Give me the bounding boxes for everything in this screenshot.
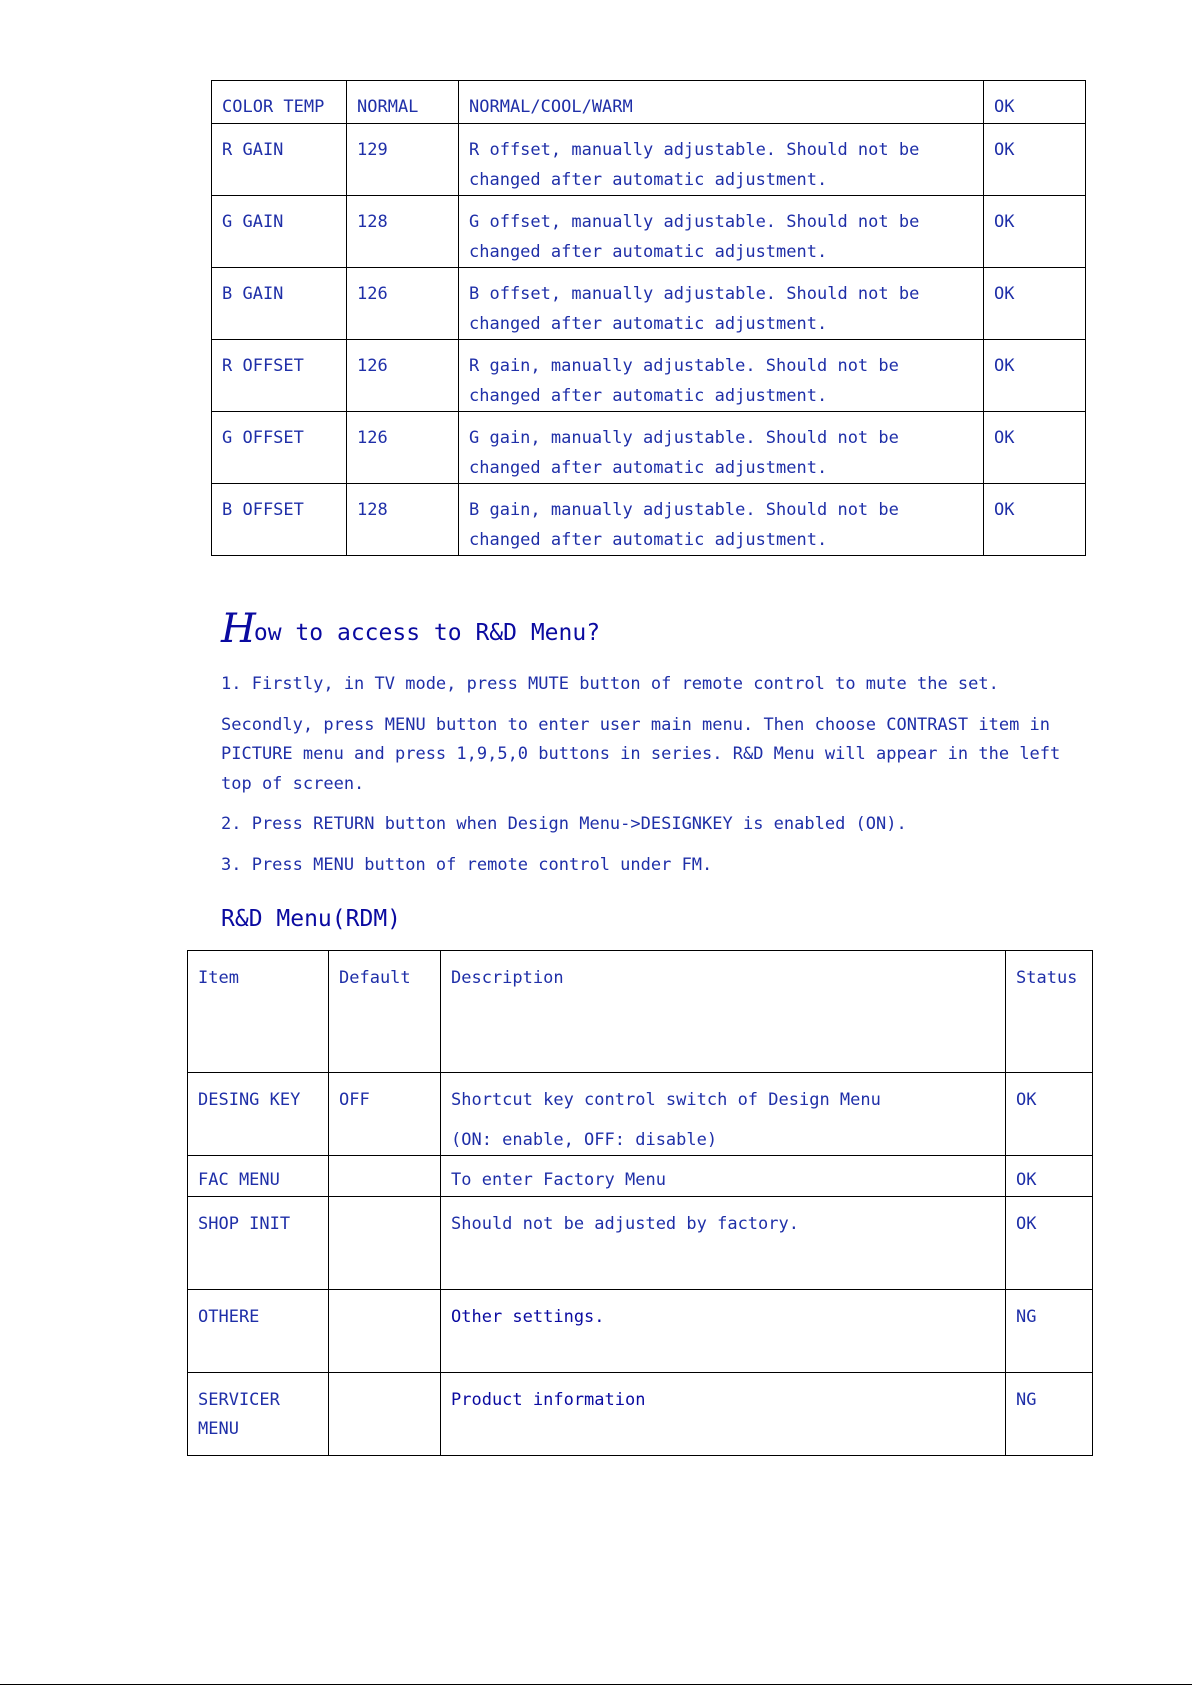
- item-cell: COLOR TEMP: [212, 81, 347, 124]
- status-cell: OK: [984, 124, 1086, 196]
- default-cell: [329, 1156, 441, 1197]
- description-cell: G gain, manually adjustable. Should not be changed after automatic adjustment.: [459, 412, 984, 484]
- table-row: [212, 81, 1086, 124]
- step-2: 2. Press RETURN button when Design Menu->DESIGNKEY is enabled (ON).: [221, 814, 907, 834]
- item-cell: SHOP INIT: [188, 1196, 329, 1289]
- default-cell: [329, 1289, 441, 1372]
- value-cell: 126: [347, 268, 459, 340]
- step-1-continued-line-3: top of screen.: [221, 774, 365, 794]
- value-cell: NORMAL: [347, 81, 459, 124]
- value-cell: 128: [347, 484, 459, 556]
- item-cell: DESING KEY: [188, 1073, 329, 1156]
- item-cell: R OFFSET: [212, 340, 347, 412]
- step-3: 3. Press MENU button of remote control under FM.: [221, 855, 713, 875]
- step-1: 1. Firstly, in TV mode, press MUTE button of remote control to mute the set.: [221, 674, 999, 694]
- status-cell: OK: [1006, 1196, 1093, 1289]
- description-cell: B gain, manually adjustable. Should not be changed after automatic adjustment.: [459, 484, 984, 556]
- description-cell: Should not be adjusted by factory.: [441, 1196, 1006, 1289]
- item-cell: B GAIN: [212, 268, 347, 340]
- step-1-continued-line-1: Secondly, press MENU button to enter user main menu. Then choose CONTRAST item in: [221, 715, 1051, 735]
- table-row: [188, 1156, 1093, 1197]
- status-cell: NG: [1006, 1372, 1093, 1455]
- description-cell: Product information: [441, 1372, 1006, 1455]
- default-cell: OFF: [329, 1073, 441, 1156]
- description-cell: G offset, manually adjustable. Should not be changed after automatic adjustment.: [459, 196, 984, 268]
- description-cell: R offset, manually adjustable. Should not be changed after automatic adjustment.: [459, 124, 984, 196]
- status-cell: OK: [1006, 1073, 1093, 1156]
- header-item: Item: [188, 951, 329, 1073]
- status-cell: OK: [984, 268, 1086, 340]
- status-cell: OK: [1006, 1156, 1093, 1197]
- item-cell: FAC MENU: [188, 1156, 329, 1197]
- table-row: [212, 196, 1086, 268]
- description-cell: Other settings.: [441, 1289, 1006, 1372]
- table-row: [188, 1289, 1093, 1372]
- value-cell: 129: [347, 124, 459, 196]
- header-default: Default: [329, 951, 441, 1073]
- item-cell: B OFFSET: [212, 484, 347, 556]
- description-cell: B offset, manually adjustable. Should not be changed after automatic adjustment.: [459, 268, 984, 340]
- status-cell: OK: [984, 81, 1086, 124]
- heading-initial: H: [221, 606, 250, 652]
- table-row: [212, 124, 1086, 196]
- item-cell: G OFFSET: [212, 412, 347, 484]
- description-cell: R gain, manually adjustable. Should not be changed after automatic adjustment.: [459, 340, 984, 412]
- rdm-table: [187, 950, 1093, 1456]
- description-line-1: Shortcut key control switch of Design Menu: [451, 1090, 881, 1110]
- table-row: [212, 340, 1086, 412]
- default-cell: [329, 1196, 441, 1289]
- color-temp-table: [211, 80, 1086, 556]
- table-row: [188, 1196, 1093, 1289]
- table-row: [212, 484, 1086, 556]
- status-cell: OK: [984, 484, 1086, 556]
- section-heading: [221, 606, 600, 652]
- description-cell: To enter Factory Menu: [441, 1156, 1006, 1197]
- table-row: [188, 1073, 1093, 1156]
- table-row: [212, 412, 1086, 484]
- step-1-continued-line-2: PICTURE menu and press 1,9,5,0 buttons in series. R&D Menu will appear in the left: [221, 744, 1061, 764]
- value-cell: 128: [347, 196, 459, 268]
- default-cell: [329, 1372, 441, 1455]
- header-status: Status: [1006, 951, 1093, 1073]
- item-cell: SERVICER MENU: [188, 1372, 329, 1455]
- status-cell: OK: [984, 196, 1086, 268]
- description-cell: NORMAL/COOL/WARM: [459, 81, 984, 124]
- table-header-row: [188, 951, 1093, 1073]
- rdm-subheading: R&D Menu(RDM): [221, 906, 402, 932]
- table-row: [212, 268, 1086, 340]
- description-line-2: (ON: enable, OFF: disable): [451, 1129, 718, 1150]
- status-cell: OK: [984, 412, 1086, 484]
- description-cell: [441, 1073, 1006, 1156]
- status-cell: NG: [1006, 1289, 1093, 1372]
- item-cell: R GAIN: [212, 124, 347, 196]
- status-cell: OK: [984, 340, 1086, 412]
- item-cell: OTHERE: [188, 1289, 329, 1372]
- item-cell: G GAIN: [212, 196, 347, 268]
- header-description: Description: [441, 951, 1006, 1073]
- value-cell: 126: [347, 412, 459, 484]
- table-row: [188, 1372, 1093, 1455]
- heading-text: ow to access to R&D Menu?: [253, 620, 601, 646]
- value-cell: 126: [347, 340, 459, 412]
